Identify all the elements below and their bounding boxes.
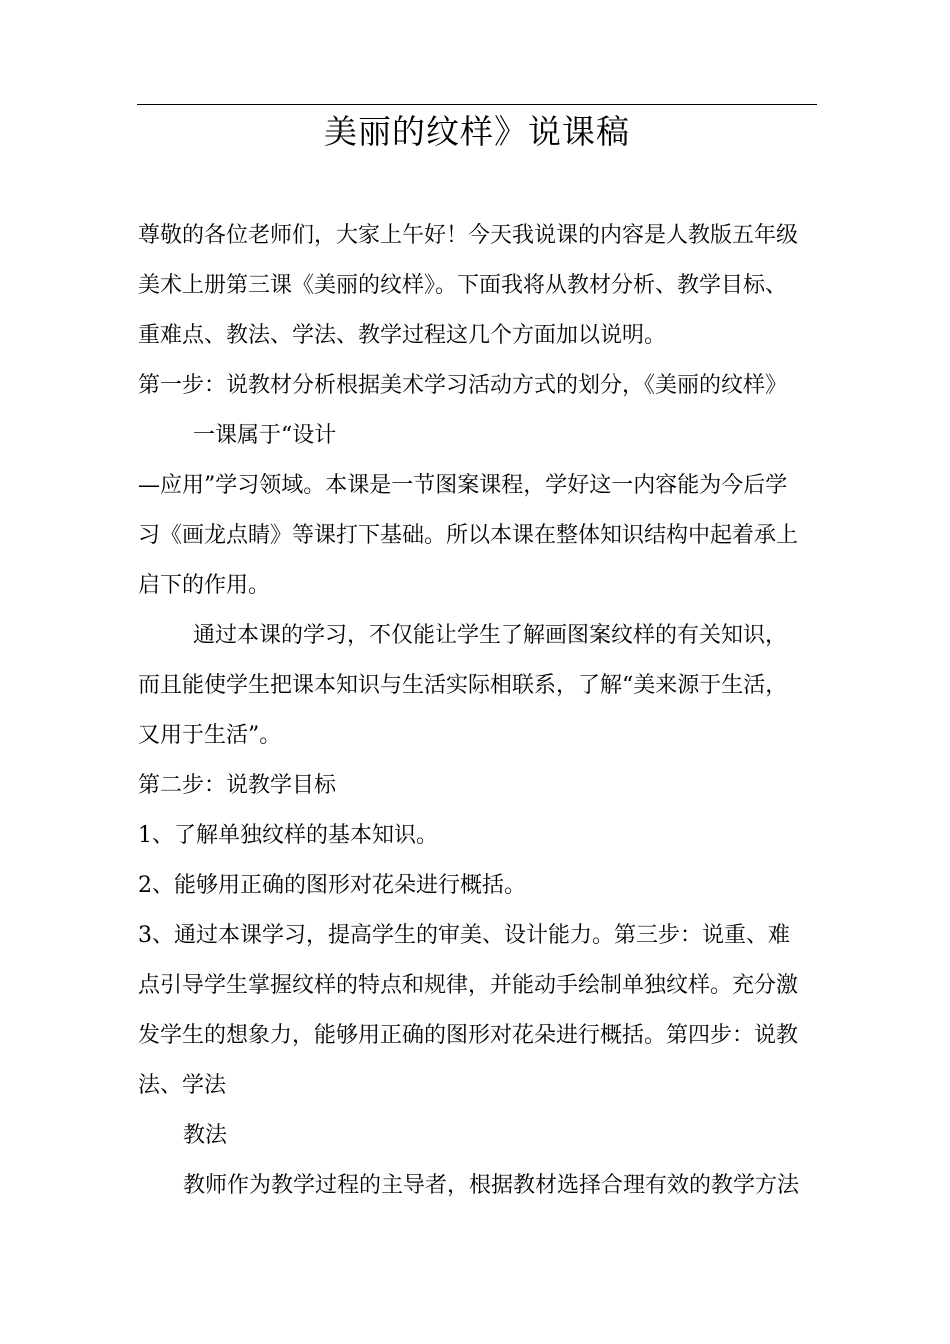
paragraph-line: 法、学法 (138, 1073, 227, 1098)
list-item: 3、通过本课学习，提高学生的审美、设计能力。第三步：说重、难 (138, 923, 790, 948)
paragraph-line: 美术上册第三课《美丽的纹样》。下面我将从教材分析、教学目标、 (138, 273, 788, 298)
paragraph-line: 又用于生活”。 (138, 723, 282, 748)
paragraph-line: 重难点、教法、学法、教学过程这几个方面加以说明。 (138, 323, 667, 348)
paragraph-line: 第一步：说教材分析根据美术学习活动方式的划分，《美丽的纹样》 (138, 373, 788, 398)
paragraph-line: 点引导学生掌握纹样的特点和规律，并能动手绘制单独纹样。充分激 (138, 973, 799, 998)
paragraph-line: 而且能使学生把课本知识与生活实际相联系，了解“美来源于生活， (138, 673, 788, 698)
paragraph-line: —应用”学习领域。本课是一节图案课程，学好这一内容能为今后学 (138, 473, 788, 498)
list-item: 1、了解单独纹样的基本知识。 (138, 823, 438, 848)
paragraph-line: 一课属于“设计 (193, 423, 337, 448)
paragraph-line: 习《画龙点睛》等课打下基础。所以本课在整体知识结构中起着承上 (138, 523, 799, 548)
paragraph-line: 通过本课的学习，不仅能让学生了解画图案纹样的有关知识， (193, 623, 788, 648)
paragraph-line: 发学生的想象力，能够用正确的图形对花朵进行概括。第四步：说教 (138, 1023, 799, 1048)
section-heading: 第二步：说教学目标 (138, 773, 337, 798)
paragraph-line: 启下的作用。 (138, 573, 271, 598)
document-title: 美丽的纹样》说课稿 (324, 112, 630, 151)
list-item: 2、能够用正确的图形对花朵进行概括。 (138, 873, 526, 898)
paragraph-line: 教师作为教学过程的主导者，根据教材选择合理有效的教学方法 (183, 1173, 800, 1198)
document-body (138, 211, 816, 1211)
header-rule (137, 104, 817, 105)
paragraph-line: 尊敬的各位老师们，大家上午好！今天我说课的内容是人教版五年级 (138, 223, 799, 248)
subsection-heading: 教法 (183, 1123, 228, 1148)
